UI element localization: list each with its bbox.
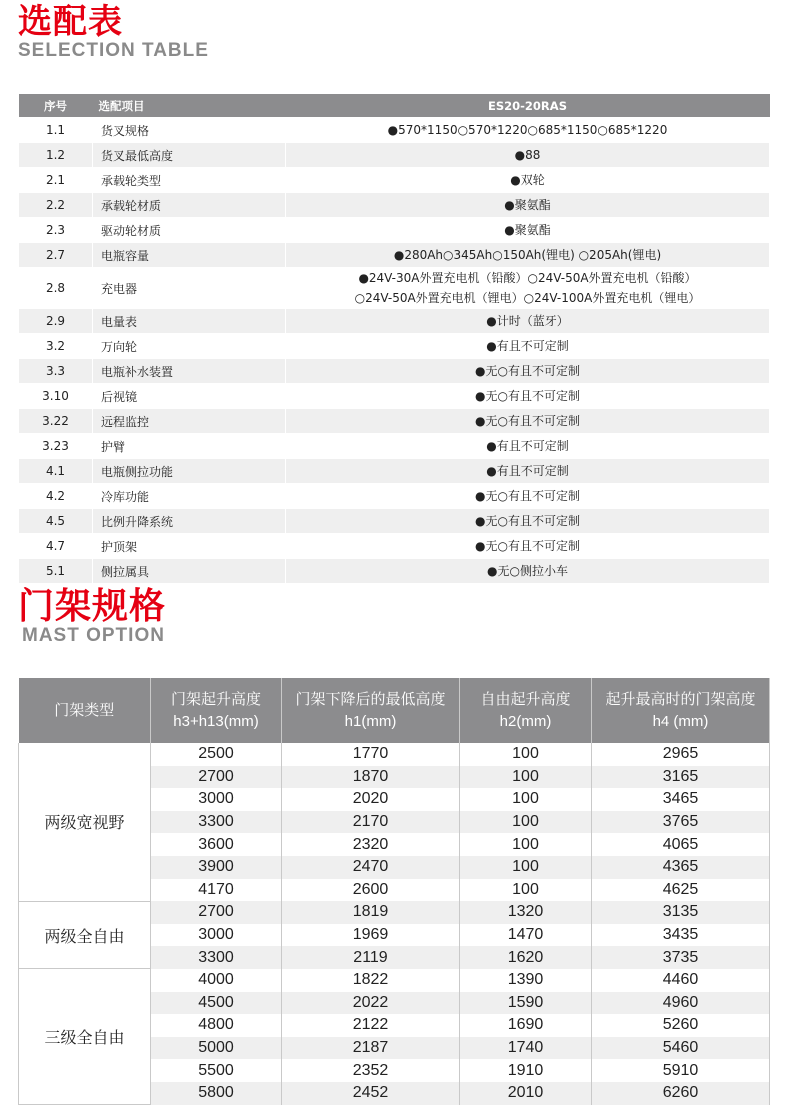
row-value-line: ●聚氨酯 [504,198,551,212]
mast-cell: 4800 [151,1014,282,1037]
row-item: 货叉规格 [93,118,286,143]
mast-cell: 2452 [282,1082,460,1105]
row-item: 护臂 [93,434,286,459]
mast-header-line-2: h2(mm) [499,712,552,730]
selection-title-cn: 选配表 [18,2,123,42]
row-value-line: ●聚氨酯 [504,223,551,237]
row-value-line: ●无○有且不可定制 [475,414,580,428]
row-no: 2.9 [19,309,93,334]
mast-cell: 3600 [151,833,282,856]
mast-cell: 5000 [151,1037,282,1060]
mast-cell: 1390 [460,969,592,992]
mast-title-cn: 门架规格 [18,586,167,627]
mast-cell: 4960 [592,992,770,1015]
mast-cell: 2022 [282,992,460,1015]
row-no: 2.1 [19,168,93,193]
row-value-line: ●280Ah○345Ah○150Ah(锂电) ○205Ah(锂电) [393,248,662,262]
row-value-line-2: ○24V-50A外置充电机（锂电）○24V-100A外置充电机（锂电） [354,291,701,305]
mast-cell: 2320 [282,833,460,856]
table-row [19,268,770,309]
row-value-line: ●无○有且不可定制 [475,539,580,553]
mast-cell: 2119 [282,946,460,969]
mast-cell: 5800 [151,1082,282,1105]
mast-cell: 4065 [592,833,770,856]
mast-cell: 2500 [151,743,282,766]
table-row [19,218,770,243]
row-value [286,509,770,534]
mast-type: 两级全自由 [19,901,151,969]
selection-title-en: SELECTION TABLE [18,40,209,61]
mast-header-col-1 [151,678,282,743]
row-value [286,534,770,559]
mast-cell: 3465 [592,788,770,811]
table-row [19,359,770,384]
mast-header-line-2: h3+h13(mm) [173,712,259,730]
mast-cell: 4500 [151,992,282,1015]
mast-cell: 100 [460,879,592,902]
row-no: 4.7 [19,534,93,559]
row-no: 3.2 [19,334,93,359]
row-no: 4.5 [19,509,93,534]
row-value [286,409,770,434]
mast-cell: 1822 [282,969,460,992]
mast-cell: 5260 [592,1014,770,1037]
table-row [19,309,770,334]
mast-cell: 3735 [592,946,770,969]
mast-cell: 4460 [592,969,770,992]
mast-cell: 3165 [592,766,770,789]
mast-cell: 1320 [460,901,592,924]
row-no: 2.2 [19,193,93,218]
row-no: 2.8 [19,268,93,309]
mast-cell: 2700 [151,766,282,789]
row-value-line: ●无○侧拉小车 [487,564,568,578]
row-item: 电瓶补水装置 [93,359,286,384]
table-row [19,509,770,534]
mast-cell: 4000 [151,969,282,992]
row-item: 远程监控 [93,409,286,434]
mast-type: 两级宽视野 [19,743,151,901]
row-no: 1.2 [19,143,93,168]
row-value-line: ●有且不可定制 [486,464,569,478]
mast-header-col-3 [460,678,592,743]
row-value-line: ●24V-30A外置充电机（铅酸）○24V-50A外置充电机（铅酸） [358,271,697,285]
mast-cell: 100 [460,811,592,834]
row-value [286,168,770,193]
row-item: 电量表 [93,309,286,334]
mast-cell: 100 [460,788,592,811]
mast-cell: 2700 [151,901,282,924]
mast-cell: 1470 [460,924,592,947]
row-no: 2.3 [19,218,93,243]
row-value-line: ●有且不可定制 [486,439,569,453]
row-no: 3.22 [19,409,93,434]
mast-title-en: MAST OPTION [22,625,165,646]
mast-cell: 2600 [282,879,460,902]
row-value [286,384,770,409]
row-value [286,143,770,168]
row-value-line: ●无○有且不可定制 [475,389,580,403]
row-value [286,118,770,143]
row-item: 电瓶侧拉功能 [93,459,286,484]
header-item: 选配项目 [93,94,286,118]
table-row [19,143,770,168]
row-value [286,243,770,268]
row-value [286,434,770,459]
mast-cell: 3000 [151,788,282,811]
mast-cell: 3900 [151,856,282,879]
mast-cell: 1870 [282,766,460,789]
row-no: 3.23 [19,434,93,459]
mast-cell: 2470 [282,856,460,879]
mast-cell: 4170 [151,879,282,902]
mast-cell: 5500 [151,1059,282,1082]
row-value [286,459,770,484]
selection-table [18,94,770,584]
row-no: 5.1 [19,559,93,584]
header-no: 序号 [19,94,93,118]
row-value [286,268,770,309]
row-item: 比例升降系统 [93,509,286,534]
header-model: ES20-20RAS [286,94,770,118]
table-row [19,118,770,143]
row-no: 3.10 [19,384,93,409]
mast-header-col-2 [282,678,460,743]
row-no: 4.2 [19,484,93,509]
mast-cell: 3765 [592,811,770,834]
row-value [286,218,770,243]
mast-cell: 5460 [592,1037,770,1060]
row-item: 冷库功能 [93,484,286,509]
row-no: 2.7 [19,243,93,268]
table-row [19,168,770,193]
row-value-line: ●无○有且不可定制 [475,489,580,503]
mast-cell: 6260 [592,1082,770,1105]
mast-header-line-2: h1(mm) [344,712,397,730]
row-item: 护顶架 [93,534,286,559]
row-item: 后视镜 [93,384,286,409]
mast-cell: 100 [460,856,592,879]
mast-header-col-0 [19,678,151,743]
mast-cell: 2965 [592,743,770,766]
row-value-line: ●无○有且不可定制 [475,514,580,528]
mast-header-line-1: 起升最高时的门架高度 [605,690,756,708]
row-value-line: ●88 [514,148,541,162]
row-value-line: ●无○有且不可定制 [475,364,580,378]
mast-header-line-1: 门架起升高度 [170,690,261,708]
mast-header-line-1: 门架下降后的最低高度 [295,690,446,708]
mast-cell: 1690 [460,1014,592,1037]
table-row [19,459,770,484]
mast-cell: 3435 [592,924,770,947]
row-no: 4.1 [19,459,93,484]
mast-cell: 4625 [592,879,770,902]
row-item: 电瓶容量 [93,243,286,268]
row-item: 侧拉属具 [93,559,286,584]
mast-cell: 1910 [460,1059,592,1082]
mast-row [19,969,770,992]
row-item: 驱动轮材质 [93,218,286,243]
mast-cell: 100 [460,743,592,766]
mast-cell: 3300 [151,811,282,834]
row-no: 1.1 [19,118,93,143]
table-note-cut [18,568,770,576]
table-row [19,484,770,509]
row-value [286,359,770,384]
row-value-line: ●570*1150○570*1220○685*1150○685*1220 [387,123,668,137]
mast-row [19,901,770,924]
row-item: 承载轮材质 [93,193,286,218]
mast-cell: 100 [460,833,592,856]
row-value-line: ●双轮 [510,173,545,187]
row-value [286,309,770,334]
mast-cell: 2170 [282,811,460,834]
mast-row [19,743,770,766]
mast-cell: 5910 [592,1059,770,1082]
table-row [19,384,770,409]
row-item: 货叉最低高度 [93,143,286,168]
mast-header-line-1: 门架类型 [54,701,115,719]
mast-cell: 2352 [282,1059,460,1082]
mast-type: 三级全自由 [19,969,151,1105]
row-value-line: ●计时（蓝牙） [486,314,569,328]
table-row [19,534,770,559]
table-row [19,243,770,268]
mast-cell: 1819 [282,901,460,924]
row-value [286,484,770,509]
row-item: 充电器 [93,268,286,309]
table-row [19,434,770,459]
mast-header-line-1: 自由起升高度 [480,690,571,708]
table-row [19,409,770,434]
mast-cell: 3000 [151,924,282,947]
mast-header-col-4 [592,678,770,743]
mast-table [18,678,770,1105]
mast-cell: 2020 [282,788,460,811]
mast-cell: 2122 [282,1014,460,1037]
mast-cell: 1590 [460,992,592,1015]
mast-cell: 3300 [151,946,282,969]
mast-cell: 3135 [592,901,770,924]
mast-cell: 1969 [282,924,460,947]
row-item: 承载轮类型 [93,168,286,193]
row-value-line: ●有且不可定制 [486,339,569,353]
mast-cell: 1740 [460,1037,592,1060]
mast-cell: 100 [460,766,592,789]
mast-cell: 1770 [282,743,460,766]
mast-cell: 4365 [592,856,770,879]
mast-cell: 1620 [460,946,592,969]
mast-cell: 2187 [282,1037,460,1060]
row-value [286,193,770,218]
row-item: 万向轮 [93,334,286,359]
row-no: 3.3 [19,359,93,384]
mast-cell: 2010 [460,1082,592,1105]
row-value [286,334,770,359]
mast-header-line-2: h4 (mm) [652,712,709,730]
table-row [19,334,770,359]
table-row [19,193,770,218]
